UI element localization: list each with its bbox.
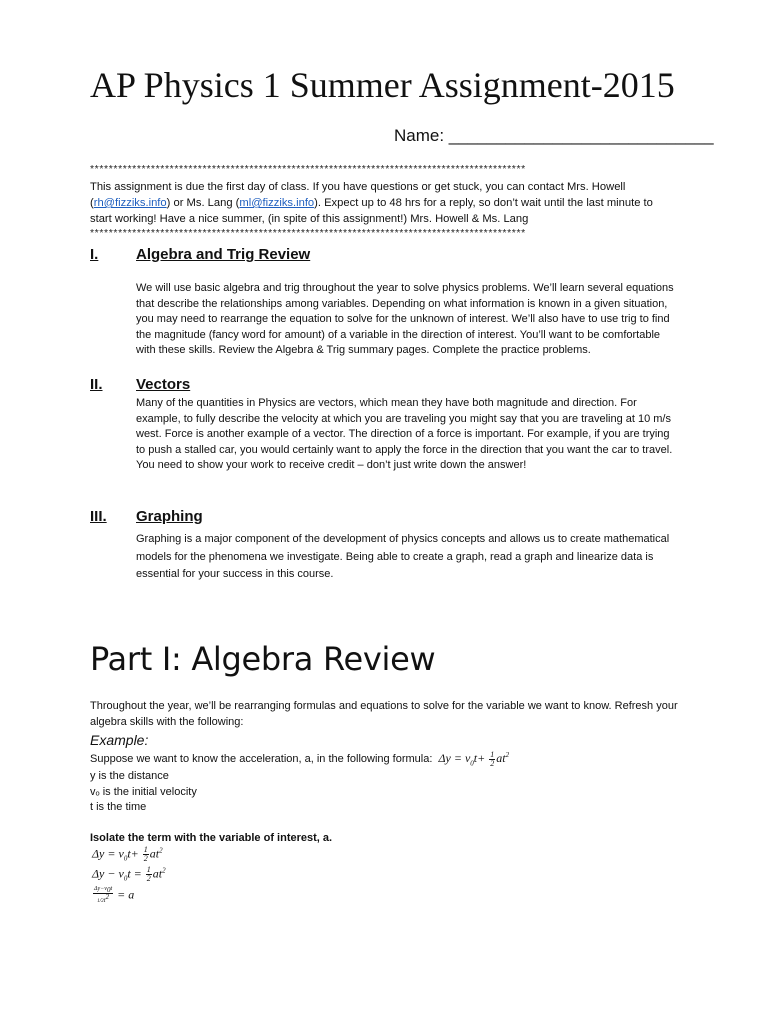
- variable-definitions: [90, 769, 690, 816]
- section-body-vectors: Many of the quantities in Physics are vectors, which mean they have both magnitude and direction. For example, to fully describe the velocity at which you are traveling you might say that you are traveling at 10 m/s west. Force is another example of a vector. The direction of a force is important. For example, if you are trying to push a stalled car, you would certainly want to apply the force in the direction that you want the car to travel. You need to show your work to receive credit – don’t just write down the answer!: [136, 397, 673, 472]
- example-statement: Suppose we want to know the acceleration, a, in the following formula: $\Delta y = v_0t+$ $\frac{1}{2}$ $at^2$: [90, 749, 510, 768]
- star-divider-bottom: *********************************************************************************************: [90, 227, 526, 239]
- definition-y: y is the distance: [90, 770, 169, 782]
- intro-line-1: This assignment is due the first day of class. If you have questions or get stuck, you can contact Mrs. Howell: [90, 181, 626, 193]
- definition-v0: vₒ is the initial velocity: [90, 785, 197, 798]
- intro-line-3: start working! Have a nice summer, (in spite of this assignment!) Mrs. Howell & Ms. Lang: [90, 213, 529, 225]
- section-title-algebra-trig: Algebra and Trig Review: [136, 246, 311, 263]
- definition-t: t is the time: [90, 801, 147, 814]
- example-label: Example:: [90, 732, 149, 748]
- part-intro: Throughout the year, we’ll be rearranging formulas and equations to solve for the variable we want to know. Refresh your algebra skills with the following:: [90, 700, 678, 728]
- document-title: AP Physics 1 Summer Assignment-2015: [90, 65, 675, 105]
- section-number: II.: [90, 376, 103, 393]
- name-field-label: Name: ____________________________: [394, 126, 714, 145]
- section-number: III.: [90, 508, 107, 525]
- section-body-algebra-trig: We will use basic algebra and trig throughout the year to solve physics problems. We’ll learn several equations that describe the relationships among variables. Depending on what information is known in a given situation, you may need to rearrange the equation to solve for the unknown of interest. We’ll also have to use trig to find the magnitude (fancy word for amount) of a variable in the direction of interest. You’ll want to be comfortable with these skills. Review the Algebra & Trig summary pages. Complete the practice problems.: [136, 282, 674, 357]
- section-body-graphing: Graphing is a major component of the development of physics concepts and allows us to create mathematical models for the phenomena we investigate. Being able to create a graph, read a graph and linearize data is essential for your success in this course.: [136, 533, 670, 580]
- equation-step-2: $\Delta y - v_0t$ = $\frac{1}{2}$ $at^2$: [92, 865, 166, 883]
- equation-step-3: $\frac{\Delta y-v_0t}{1/2t^2}$ = a: [94, 886, 135, 905]
- email-link-lang[interactable]: ml@fizziks.info: [239, 197, 315, 209]
- section-title-graphing: Graphing: [136, 508, 203, 525]
- intro-line-2: (rh@fizziks.info) or Ms. Lang (ml@fizziks.info). Expect up to 48 hrs for a reply, so don’t wait until the last minute to: [90, 197, 653, 209]
- intro-paragraph: [90, 179, 680, 227]
- equation-step-1: $\Delta y = v_0t+$ $\frac{1}{2}$ $at^2$: [92, 845, 163, 863]
- kinematics-formula: $\Delta y = v_0t+$ $\frac{1}{2}$ $at^2$: [435, 749, 510, 768]
- isolate-instruction: Isolate the term with the variable of interest, a.: [90, 832, 333, 844]
- section-title-vectors: Vectors: [136, 376, 191, 393]
- section-number: I.: [90, 246, 99, 263]
- part-title: Part I: Algebra Review: [90, 640, 436, 678]
- star-divider-top: *********************************************************************************************: [90, 163, 526, 175]
- email-link-howell[interactable]: rh@fizziks.info: [93, 197, 167, 209]
